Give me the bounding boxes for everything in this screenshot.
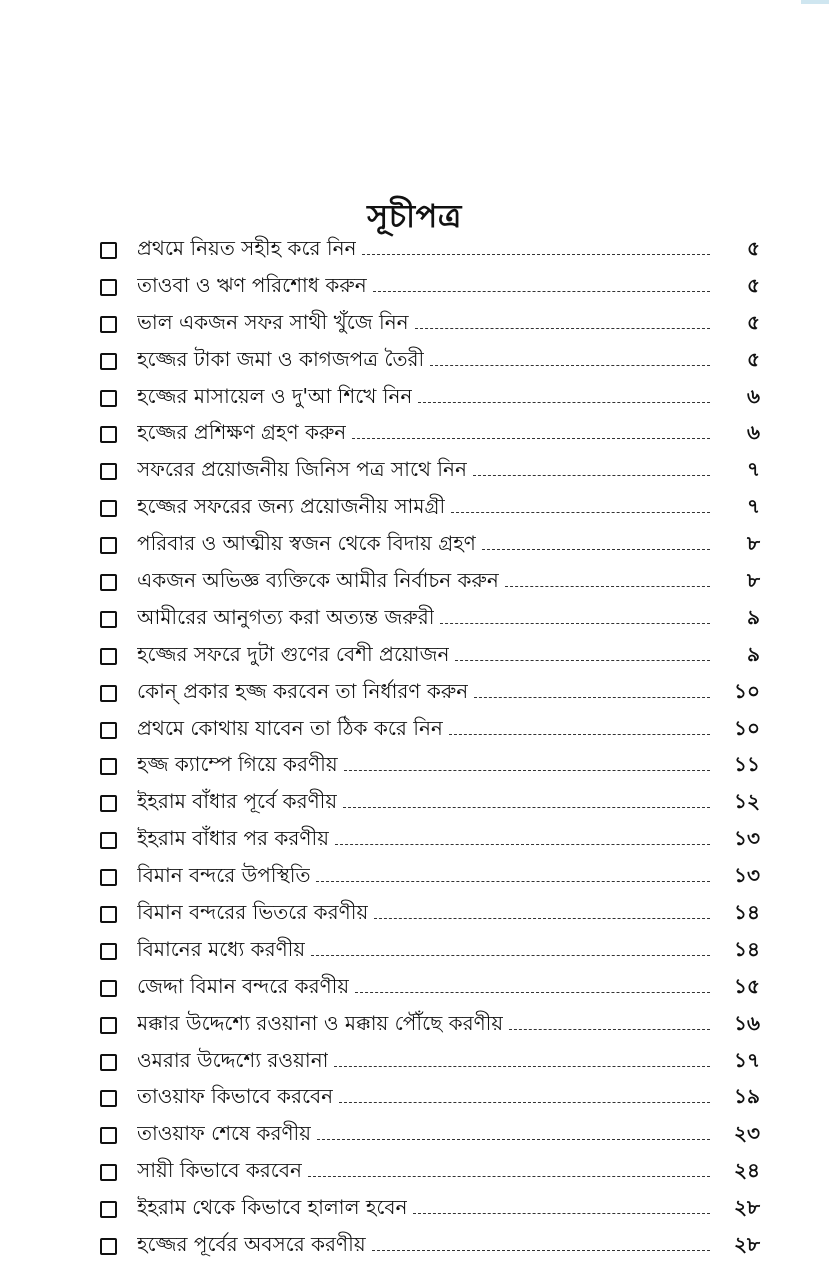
checkbox-square-icon <box>100 463 117 480</box>
toc-entry <box>100 232 760 269</box>
toc-entry <box>100 601 760 638</box>
toc-entry-page: ২৮ <box>734 1195 760 1220</box>
dotted-leader <box>482 549 710 550</box>
toc-entry-page: ৮ <box>747 567 760 592</box>
toc-entry-title: মক্কার উদ্দেশ্যে রওয়ানা ও মক্কায় পৌঁছে করণীয় <box>137 1010 504 1035</box>
toc-entry-page: ১৪ <box>734 936 760 961</box>
dotted-leader <box>343 807 710 808</box>
checkbox-square-icon <box>100 1090 117 1107</box>
checkbox-square-icon <box>100 316 117 333</box>
dotted-leader <box>355 992 710 993</box>
dotted-leader <box>308 1176 710 1177</box>
toc-entry-title: ইহরাম বাঁধার পর করণীয় <box>137 826 329 851</box>
toc-entry-title: একজন অভিজ্ঞ ব্যক্তিকে আমীর নির্বাচন করুন <box>137 567 499 592</box>
toc-entry-page: ১৩ <box>734 826 760 851</box>
toc-entry-title: প্রথমে কোথায় যাবেন তা ঠিক করে নিন <box>137 715 443 740</box>
checkbox-square-icon <box>100 574 117 591</box>
toc-entry <box>100 416 760 453</box>
dotted-leader <box>373 291 710 292</box>
toc-entry-title: হজ্জের সফরে দুটা গুণের বেশী প্রয়োজন <box>137 641 450 666</box>
toc-entry-page: ৯ <box>747 604 760 629</box>
toc-entry-page: ৫ <box>747 309 760 334</box>
checkbox-square-icon <box>100 537 117 554</box>
toc-entry-title: হজ্জের টাকা জমা ও কাগজপত্র তৈরী <box>137 346 425 371</box>
toc-entry-title: ইহরাম বাঁধার পূর্বে করণীয় <box>137 789 338 814</box>
dotted-leader <box>374 918 710 919</box>
toc-entry-title: তাওয়াফ কিভাবে করবেন <box>137 1084 334 1109</box>
toc-entry-title: পরিবার ও আত্মীয় স্বজন থেকে বিদায় গ্রহণ <box>137 531 476 556</box>
checkbox-square-icon <box>100 648 117 665</box>
dotted-leader <box>372 1250 710 1251</box>
page-title: সূচীপত্র <box>367 197 462 236</box>
dotted-leader <box>449 734 710 735</box>
dotted-leader <box>352 438 710 439</box>
toc-entry-page: ৬ <box>746 383 760 408</box>
toc-entry-page: ৮ <box>747 531 760 556</box>
checkbox-square-icon <box>100 685 117 702</box>
toc-entry-page: ৫ <box>747 346 760 371</box>
checkbox-square-icon <box>100 795 117 812</box>
dotted-leader <box>339 1102 710 1103</box>
toc-entry-page: ১০ <box>734 715 760 740</box>
toc-entry-page: ৫ <box>747 272 760 297</box>
toc-entry <box>100 1007 760 1044</box>
checkbox-square-icon <box>100 279 117 296</box>
checkbox-square-icon <box>100 390 117 407</box>
dotted-leader <box>316 881 710 882</box>
toc-entry <box>100 564 760 601</box>
checkbox-square-icon <box>100 500 117 517</box>
dotted-leader <box>413 1213 710 1214</box>
toc-entry-page: ১৩ <box>734 863 760 888</box>
toc-entry <box>100 675 760 712</box>
checkbox-square-icon <box>100 1054 117 1071</box>
toc-entry-page: ৭ <box>746 494 760 519</box>
toc-entry <box>100 896 760 933</box>
toc-entry-title: হজ্জের মাসায়েল ও দু'আ শিখে নিন <box>137 383 413 408</box>
toc-entry-title: হজ্জের পূর্বের অবসরে করণীয় <box>137 1231 366 1256</box>
toc-entry <box>100 1154 760 1191</box>
toc-entry <box>100 859 760 896</box>
toc-entry-title: বিমান বন্দরের ভিতরে করণীয় <box>137 899 369 924</box>
toc-entry-page: ১১ <box>734 752 760 777</box>
toc-entry <box>100 1191 760 1228</box>
toc-entry <box>100 1228 760 1265</box>
toc-entry-page: ৯ <box>747 641 760 666</box>
toc-entry <box>100 306 760 343</box>
toc-entry <box>100 343 760 380</box>
toc-entry <box>100 269 760 306</box>
checkbox-square-icon <box>100 722 117 739</box>
toc-entry-title: ইহরাম থেকে কিভাবে হালাল হবেন <box>137 1195 408 1220</box>
toc-entry <box>100 1044 760 1081</box>
checkbox-square-icon <box>100 1238 117 1255</box>
dotted-leader <box>362 254 710 255</box>
toc-entry-page: ১৯ <box>734 1084 760 1109</box>
toc-entry <box>100 785 760 822</box>
dotted-leader <box>344 770 710 771</box>
toc-entry-title: বিমান বন্দরে উপস্থিতি <box>137 863 311 888</box>
table-of-contents <box>100 232 760 1265</box>
dotted-leader <box>334 1066 710 1067</box>
checkbox-square-icon <box>100 869 117 886</box>
checkbox-square-icon <box>100 426 117 443</box>
dotted-leader <box>415 328 710 329</box>
toc-entry <box>100 527 760 564</box>
dotted-leader <box>440 623 710 624</box>
toc-entry <box>100 970 760 1007</box>
toc-entry <box>100 822 760 859</box>
toc-entry-title: হজ্জ ক্যাম্পে গিয়ে করণীয় <box>137 752 338 777</box>
toc-entry-page: ১৬ <box>734 1010 760 1035</box>
checkbox-square-icon <box>100 1201 117 1218</box>
checkbox-square-icon <box>100 611 117 628</box>
dotted-leader <box>509 1029 710 1030</box>
toc-entry <box>100 490 760 527</box>
dotted-leader <box>455 660 710 661</box>
toc-entry-page: ১৪ <box>734 899 760 924</box>
dotted-leader <box>430 365 710 366</box>
dotted-leader <box>311 955 710 956</box>
checkbox-square-icon <box>100 242 117 259</box>
dotted-leader <box>505 586 710 587</box>
toc-entry-title: আমীরের আনুগত্য করা অত্যন্ত জরুরী <box>137 604 435 629</box>
toc-entry-title: ওমরার উদ্দেশ্যে রওয়ানা <box>137 1047 329 1072</box>
toc-entry <box>100 453 760 490</box>
toc-entry-page: ৫ <box>747 235 760 260</box>
toc-entry-page: ১০ <box>734 678 760 703</box>
toc-entry <box>100 933 760 970</box>
toc-entry <box>100 380 760 417</box>
toc-entry-page: ২৪ <box>734 1158 760 1183</box>
checkbox-square-icon <box>100 758 117 775</box>
toc-entry-page: ২৩ <box>733 1121 760 1146</box>
dotted-leader <box>335 844 710 845</box>
checkbox-square-icon <box>100 353 117 370</box>
toc-entry <box>100 1080 760 1117</box>
toc-entry-title: ভাল একজন সফর সাথী খুঁজে নিন <box>137 309 409 334</box>
checkbox-square-icon <box>100 832 117 849</box>
toc-entry <box>100 748 760 785</box>
toc-entry-title: জেদ্দা বিমান বন্দরে করণীয় <box>137 973 350 998</box>
toc-entry-page: ২৮ <box>734 1231 760 1256</box>
toc-entry-page: ১৫ <box>734 973 760 998</box>
toc-entry-title: হজ্জের প্রশিক্ষণ গ্রহণ করুন <box>137 420 347 445</box>
toc-entry-title: সায়ী কিভাবে করবেন <box>137 1158 302 1183</box>
dotted-leader <box>317 1139 710 1140</box>
toc-entry-page: ১৭ <box>734 1047 760 1072</box>
toc-entry-title: হজ্জের সফরের জন্য প্রয়োজনীয় সামগ্রী <box>137 494 446 519</box>
toc-entry-title: তাওবা ও ঋণ পরিশোধ করুন <box>137 272 367 297</box>
toc-entry-title: বিমানের মধ্যে করণীয় <box>137 936 306 961</box>
dotted-leader <box>451 512 710 513</box>
toc-entry-title: কোন্ প্রকার হজ্জ করবেন তা নির্ধারণ করুন <box>137 678 469 703</box>
toc-entry-title: সফরের প্রয়োজনীয় জিনিস পত্র সাথে নিন <box>137 457 467 482</box>
checkbox-square-icon <box>100 1017 117 1034</box>
checkbox-square-icon <box>100 1164 117 1181</box>
toc-entry-page: ১২ <box>734 789 760 814</box>
scan-corner-mark <box>801 0 829 4</box>
dotted-leader <box>473 475 710 476</box>
toc-entry <box>100 1117 760 1154</box>
toc-entry <box>100 712 760 749</box>
checkbox-square-icon <box>100 906 117 923</box>
toc-entry-page: ৬ <box>746 420 760 445</box>
toc-entry-title: তাওয়াফ শেষে করণীয় <box>137 1121 312 1146</box>
toc-entry-page: ৭ <box>746 457 760 482</box>
toc-entry <box>100 638 760 675</box>
dotted-leader <box>418 402 710 403</box>
checkbox-square-icon <box>100 980 117 997</box>
toc-entry-title: প্রথমে নিয়ত সহীহ করে নিন <box>137 235 357 260</box>
checkbox-square-icon <box>100 943 117 960</box>
checkbox-square-icon <box>100 1127 117 1144</box>
dotted-leader <box>474 697 710 698</box>
